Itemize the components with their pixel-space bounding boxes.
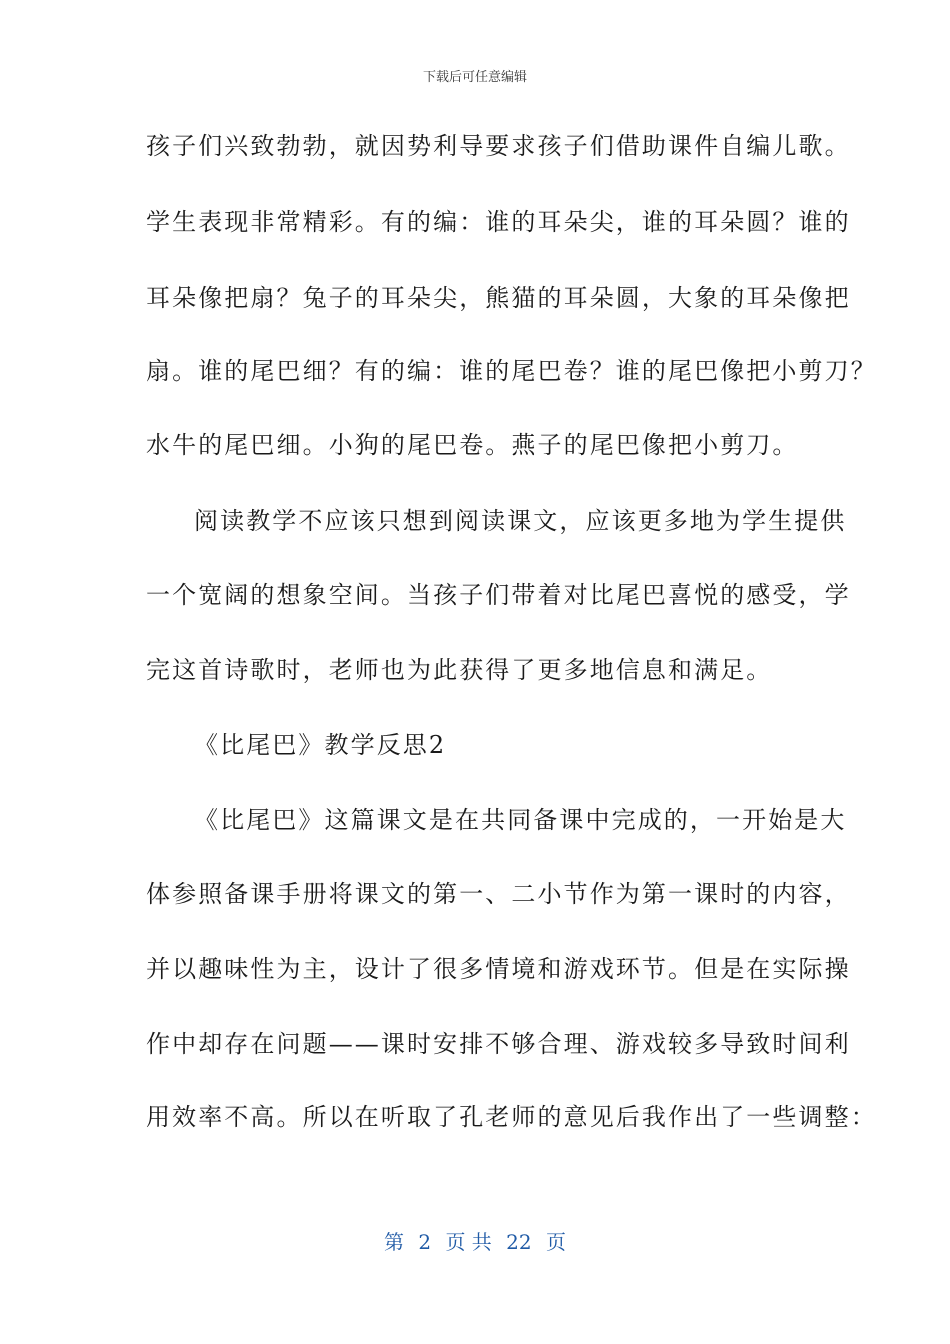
paragraph-line: 扇。谁的尾巴细？有的编：谁的尾巴卷？谁的尾巴像把小剪刀？ xyxy=(146,357,877,385)
paragraph-line: 学生表现非常精彩。有的编：谁的耳朵尖，谁的耳朵圆？谁的 xyxy=(146,208,851,236)
paragraph-line: 水牛的尾巴细。小狗的尾巴卷。燕子的尾巴像把小剪刀。 xyxy=(146,431,799,459)
footer-suffix: 页 xyxy=(545,1230,566,1254)
footer-total-pages: 22 xyxy=(506,1230,532,1254)
footer-middle: 页 共 xyxy=(445,1230,492,1254)
paragraph-line: 体参照备课手册将课文的第一、二小节作为第一课时的内容， xyxy=(146,880,851,908)
paragraph-line: 作中却存在问题——课时安排不够合理、游戏较多导致时间利 xyxy=(146,1030,851,1058)
paragraph-line: 阅读教学不应该只想到阅读课文，应该更多地为学生提供 xyxy=(194,507,847,535)
page-header: 下载后可任意编辑 xyxy=(422,70,527,85)
page-number-footer xyxy=(0,1226,950,1255)
paragraph-line: 一个宽阔的想象空间。当孩子们带着对比尾巴喜悦的感受，学 xyxy=(146,581,851,609)
footer-prefix: 第 xyxy=(384,1230,404,1254)
paragraph-line: 用效率不高。所以在听取了孔老师的意见后我作出了一些调整： xyxy=(146,1103,877,1131)
paragraph-line: 耳朵像把扇？兔子的耳朵尖，熊猫的耳朵圆，大象的耳朵像把 xyxy=(146,284,851,312)
section-heading: 《比尾巴》教学反思2 xyxy=(194,731,447,759)
paragraph-line: 并以趣味性为主，设计了很多情境和游戏环节。但是在实际操 xyxy=(146,955,851,983)
paragraph-line: 孩子们兴致勃勃，就因势利导要求孩子们借助课件自编儿歌。 xyxy=(146,132,851,160)
paragraph-line: 《比尾巴》这篇课文是在共同备课中完成的，一开始是大 xyxy=(194,806,847,834)
footer-page-number: 2 xyxy=(418,1230,432,1254)
paragraph-line: 完这首诗歌时，老师也为此获得了更多地信息和满足。 xyxy=(146,656,773,684)
